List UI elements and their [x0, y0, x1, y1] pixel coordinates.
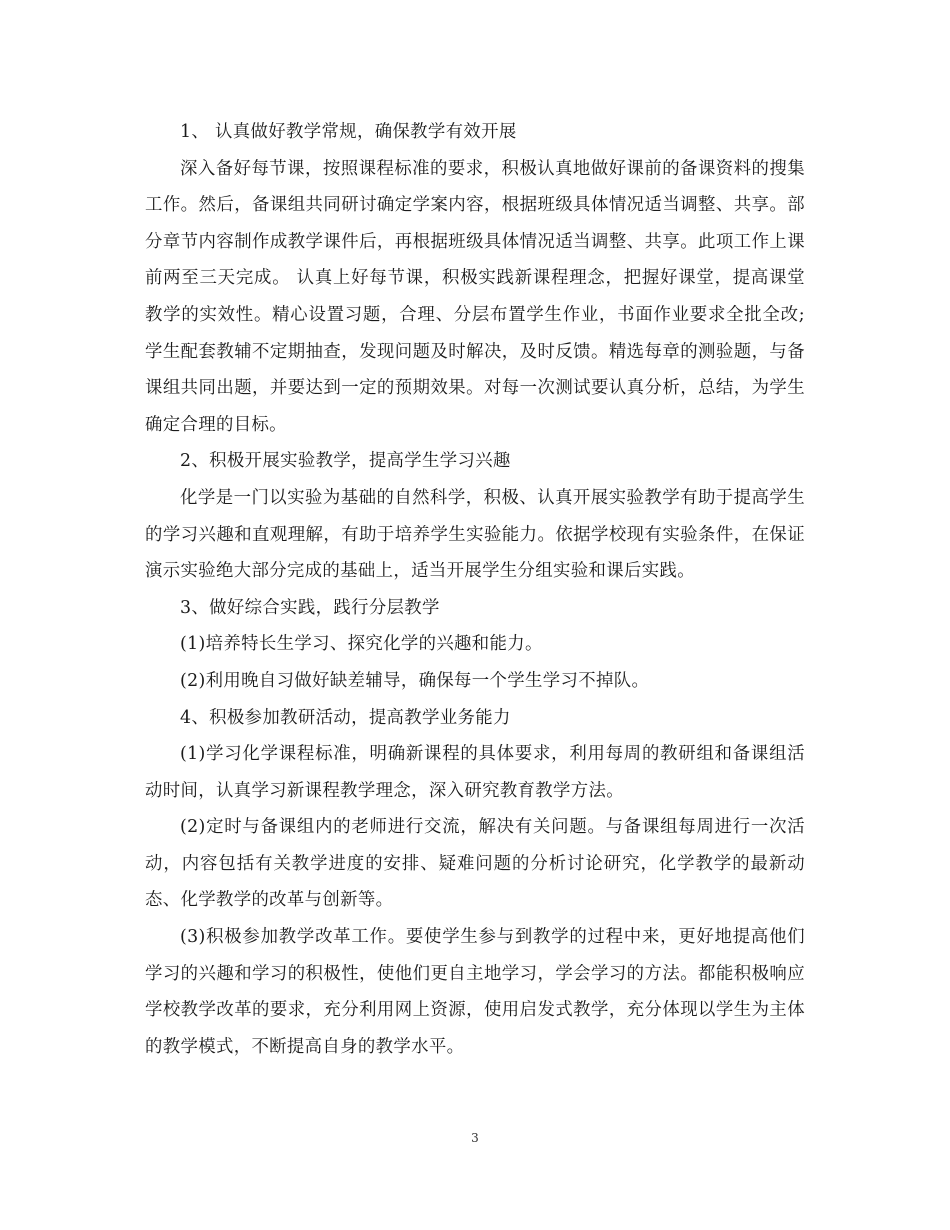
- heading-section-2: 2、积极开展实验教学，提高学生学习兴趣: [180, 451, 511, 472]
- heading-section-4: 4、积极参加教研活动，提高教学业务能力: [180, 707, 511, 728]
- paragraph-experiment-teaching: 化学是一门以实验为基础的自然科学，积极、认真开展实验教学有助于提高学生的学习兴趣和直观理解，有助于培养学生实验能力。依据学校现有实验条件，在保证演示实验绝大部分完成的基础上，适当开展学生分组实验和课后实践。: [145, 487, 805, 582]
- list-item-4-1: (1)学习化学课程标准，明确新课程的具体要求，利用每周的教研组和备课组活动时间，认真学习新课程教学理念，深入研究教育教学方法。: [145, 744, 805, 801]
- paragraph-lesson-preparation: 深入备好每节课，按照课程标准的要求，积极认真地做好课前的备课资料的搜集工作。然后，备课组共同研讨确定学案内容，根据班级具体情况适当调整、共享。部分章节内容制作成教学课件后，再根据班级具体情况适当调整、共享。此项工作上课前两至三天完成。 认真上好每节课，积极实践新课程理念，把握好课堂，提高课堂教学的实效性。精心设置习题，合理、分层布置学生作业，书面作业要求全批全改;学生配套教辅不定期抽查，发现问题及时解决，及时反馈。精选每章的测验题，与备课组共同出题，并要达到一定的预期效果。对每一次测试要认真分析，总结，为学生确定合理的目标。: [145, 158, 805, 435]
- list-item-4-3: (3)积极参加教学改革工作。要使学生参与到教学的过程中来，更好地提高他们学习的兴趣和学习的积极性，使他们更自主地学习，学会学习的方法。都能积极响应学校教学改革的要求，充分利用网上资源，使用启发式教学，充分体现以学生为主体的教学模式，不断提高自身的教学水平。: [145, 927, 805, 1057]
- list-item-3-1: (1)培养特长生学习、探究化学的兴趣和能力。: [180, 634, 543, 655]
- list-item-3-2: (2)利用晚自习做好缺差辅导，确保每一个学生学习不掉队。: [180, 670, 650, 691]
- document-body: [145, 114, 805, 1065]
- page-number: 3: [471, 1131, 479, 1145]
- list-item-4-2: (2)定时与备课组内的老师进行交流，解决有关问题。与备课组每周进行一次活动，内容包括有关教学进度的安排、疑难问题的分析讨论研究，化学教学的最新动态、化学教学的改革与创新等。: [145, 817, 805, 911]
- heading-section-3: 3、做好综合实践，践行分层教学: [180, 597, 440, 618]
- heading-section-1: 1、 认真做好教学常规，确保教学有效开展: [180, 122, 517, 142]
